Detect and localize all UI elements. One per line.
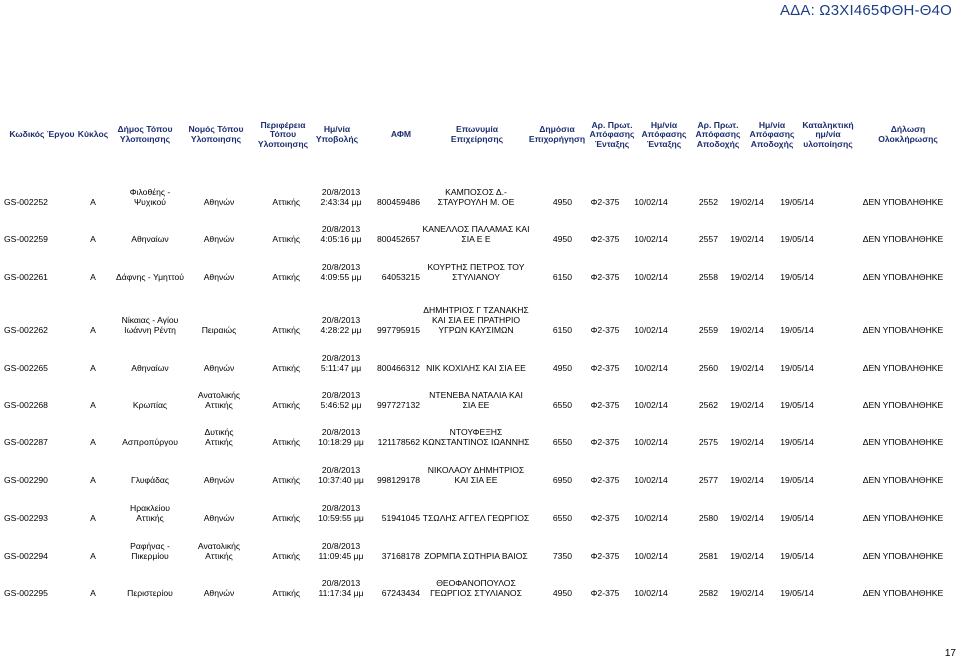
cell-afm: 800459486 xyxy=(376,196,420,207)
cell-afm: 64053215 xyxy=(381,271,420,282)
cell-date: 20/8/2013 5:46:52 μμ xyxy=(320,389,362,410)
cell-deadline: 19/05/14 xyxy=(780,196,814,207)
cell-cycle: Α xyxy=(90,436,96,447)
cell-date: 20/8/2013 10:37:40 μμ xyxy=(318,464,364,485)
cell-grant: 6150 xyxy=(552,271,572,282)
column-header: Κωδικός Έργου xyxy=(9,129,75,140)
cell-name: ΚΑΜΠΟΣΟΣ Δ.- ΣΤΑΥΡΟΥΛΗ Μ. ΟΕ xyxy=(437,186,515,207)
cell-date-ent: 10/02/14 xyxy=(634,512,668,523)
cell-afm: 121178562 xyxy=(377,436,420,447)
cell-afm: 997727132 xyxy=(376,399,420,410)
cell-date-ent: 10/02/14 xyxy=(634,474,668,485)
cell-code: GS-002261 xyxy=(4,271,48,282)
cell-nomos: Αθηνών xyxy=(203,196,235,207)
cell-decl: ΔΕΝ ΥΠΟΒΛΗΘΗΚΕ xyxy=(862,271,944,282)
cell-cycle: Α xyxy=(90,550,96,561)
cell-grant: 4950 xyxy=(552,362,572,373)
cell-nomos: Δυτικής Αττικής xyxy=(204,426,234,447)
cell-date-apod: 19/02/14 xyxy=(730,324,764,335)
cell-dimos: Ασπροπύργου xyxy=(122,436,178,447)
cell-cycle: Α xyxy=(90,271,96,282)
cell-deadline: 19/05/14 xyxy=(780,271,814,282)
cell-prot-ent: Φ2-375 xyxy=(590,271,620,282)
cell-dimos: Περιστερίου xyxy=(127,587,173,598)
column-header: Δήμος Τόπου Υλοποιησης xyxy=(117,124,173,144)
cell-date-apod: 19/02/14 xyxy=(730,271,764,282)
cell-region: Αττικής xyxy=(272,196,300,207)
cell-prot-ent: Φ2-375 xyxy=(590,233,620,244)
cell-decl: ΔΕΝ ΥΠΟΒΛΗΘΗΚΕ xyxy=(862,233,944,244)
cell-nomos: Ανατολικής Αττικής xyxy=(197,540,241,561)
cell-prot-ent: Φ2-375 xyxy=(590,587,620,598)
column-header: Ημ/νία Απόφασης Αποδοχής xyxy=(749,119,795,149)
cell-date-apod: 19/02/14 xyxy=(730,550,764,561)
cell-name: ΤΣΩΛΗΣ ΑΓΓΕΛ ΓΕΩΡΓΙΟΣ xyxy=(422,512,530,523)
cell-prot-apod: 2559 xyxy=(698,324,718,335)
cell-dimos: Ραφήνας - Πικερμίου xyxy=(130,540,170,561)
cell-cycle: Α xyxy=(90,362,96,373)
cell-region: Αττικής xyxy=(272,271,300,282)
cell-deadline: 19/05/14 xyxy=(780,512,814,523)
cell-nomos: Ανατολικής Αττικής xyxy=(197,389,241,410)
cell-nomos: Αθηνών xyxy=(203,474,235,485)
cell-name: ΚΟΥΡΤΗΣ ΠΕΤΡΟΣ ΤΟΥ ΣΤΥΛΙΑΝΟΥ xyxy=(427,261,525,282)
column-header: Δήλωση Ολοκλήρωσης xyxy=(878,124,938,144)
cell-dimos: Δάφνης - Υμηττού xyxy=(116,271,184,282)
cell-code: GS-002290 xyxy=(4,474,48,485)
cell-nomos: Αθηνών xyxy=(203,271,235,282)
cell-nomos: Αθηνών xyxy=(203,233,235,244)
cell-decl: ΔΕΝ ΥΠΟΒΛΗΘΗΚΕ xyxy=(862,474,944,485)
cell-name: ΝΙΚ ΚΟΧΙΛΗΣ ΚΑΙ ΣΙΑ ΕΕ xyxy=(426,362,526,373)
cell-dimos: Γλυφάδας xyxy=(131,474,169,485)
column-header: Αρ. Πρωτ. Απόφασης Αποδοχής xyxy=(695,119,741,149)
page-number: 17 xyxy=(944,648,956,659)
cell-date-apod: 19/02/14 xyxy=(730,196,764,207)
cell-deadline: 19/05/14 xyxy=(780,399,814,410)
cell-prot-ent: Φ2-375 xyxy=(590,362,620,373)
cell-dimos: Κρωπίας xyxy=(132,399,168,410)
cell-deadline: 19/05/14 xyxy=(780,587,814,598)
cell-date-ent: 10/02/14 xyxy=(634,362,668,373)
cell-grant: 4950 xyxy=(552,587,572,598)
cell-nomos: Αθηνών xyxy=(203,512,235,523)
cell-date-apod: 19/02/14 xyxy=(730,362,764,373)
cell-region: Αττικής xyxy=(272,512,300,523)
cell-nomos: Πειραιώς xyxy=(201,324,237,335)
cell-date: 20/8/2013 4:05:16 μμ xyxy=(320,223,362,244)
cell-date-ent: 10/02/14 xyxy=(634,399,668,410)
cell-decl: ΔΕΝ ΥΠΟΒΛΗΘΗΚΕ xyxy=(862,362,944,373)
cell-dimos: Νίκαιας - Αγίου Ιωάννη Ρέντη xyxy=(121,314,179,335)
cell-deadline: 19/05/14 xyxy=(780,324,814,335)
cell-region: Αττικής xyxy=(272,550,300,561)
column-header: ΑΦΜ xyxy=(390,129,412,140)
cell-code: GS-002287 xyxy=(4,436,48,447)
cell-grant: 6550 xyxy=(552,512,572,523)
column-header: Κύκλος xyxy=(77,129,109,140)
column-header: Περιφέρεια Τόπου Υλοποιησης xyxy=(257,119,309,149)
cell-prot-apod: 2560 xyxy=(698,362,718,373)
cell-afm: 997795915 xyxy=(376,324,420,335)
cell-afm: 800452657 xyxy=(376,233,420,244)
cell-prot-apod: 2562 xyxy=(698,399,718,410)
cell-date-ent: 10/02/14 xyxy=(634,324,668,335)
cell-code: GS-002265 xyxy=(4,362,48,373)
cell-code: GS-002293 xyxy=(4,512,48,523)
cell-prot-ent: Φ2-375 xyxy=(590,196,620,207)
cell-afm: 51941045 xyxy=(381,512,420,523)
cell-decl: ΔΕΝ ΥΠΟΒΛΗΘΗΚΕ xyxy=(862,512,944,523)
cell-region: Αττικής xyxy=(272,436,300,447)
cell-afm: 998129178 xyxy=(376,474,420,485)
cell-dimos: Ηρακλείου Αττικής xyxy=(130,502,170,523)
cell-deadline: 19/05/14 xyxy=(780,362,814,373)
cell-date-ent: 10/02/14 xyxy=(634,436,668,447)
cell-cycle: Α xyxy=(90,196,96,207)
cell-name: ΘΕΟΦΑΝΟΠΟΥΛΟΣ ΓΕΩΡΓΙΟΣ ΣΤΥΛΙΑΝΟΣ xyxy=(430,577,522,598)
cell-region: Αττικής xyxy=(272,324,300,335)
cell-code: GS-002295 xyxy=(4,587,48,598)
cell-prot-apod: 2558 xyxy=(698,271,718,282)
cell-region: Αττικής xyxy=(272,233,300,244)
cell-dimos: Αθηναίων xyxy=(131,233,169,244)
cell-date: 20/8/2013 11:17:34 μμ xyxy=(318,577,364,598)
cell-nomos: Αθηνών xyxy=(203,587,235,598)
cell-region: Αττικής xyxy=(272,587,300,598)
cell-date-ent: 10/02/14 xyxy=(634,271,668,282)
cell-prot-apod: 2575 xyxy=(698,436,718,447)
cell-decl: ΔΕΝ ΥΠΟΒΛΗΘΗΚΕ xyxy=(862,587,944,598)
cell-name: ΔΗΜΗΤΡΙΟΣ Γ ΤΖΑΝΑΚΗΣ ΚΑΙ ΣΙΑ ΕΕ ΠΡΑΤΗΡΙΟ ΥΓΡΩΝ ΚΑΥΣΙΜΩΝ xyxy=(423,304,529,335)
cell-decl: ΔΕΝ ΥΠΟΒΛΗΘΗΚΕ xyxy=(862,550,944,561)
cell-date-apod: 19/02/14 xyxy=(730,233,764,244)
cell-date-ent: 10/02/14 xyxy=(634,550,668,561)
column-header: Αρ. Πρωτ. Απόφασης Ένταξης xyxy=(589,119,635,149)
cell-code: GS-002268 xyxy=(4,399,48,410)
cell-deadline: 19/05/14 xyxy=(780,233,814,244)
cell-region: Αττικής xyxy=(272,399,300,410)
cell-nomos: Αθηνών xyxy=(203,362,235,373)
cell-decl: ΔΕΝ ΥΠΟΒΛΗΘΗΚΕ xyxy=(862,196,944,207)
ada-code: ΑΔΑ: Ω3ΧΙ465ΦΘΗ-Θ4Ο xyxy=(779,2,952,19)
cell-date-ent: 10/02/14 xyxy=(634,196,668,207)
column-header: Νομός Τόπου Υλοποιησης xyxy=(188,124,244,144)
cell-grant: 6550 xyxy=(552,436,572,447)
cell-grant: 7350 xyxy=(552,550,572,561)
cell-prot-ent: Φ2-375 xyxy=(590,512,620,523)
cell-prot-apod: 2580 xyxy=(698,512,718,523)
cell-date-apod: 19/02/14 xyxy=(730,436,764,447)
cell-prot-ent: Φ2-375 xyxy=(590,436,620,447)
cell-date: 20/8/2013 4:09:55 μμ xyxy=(320,261,362,282)
cell-prot-apod: 2577 xyxy=(698,474,718,485)
column-header: Επωνυμία Επιχείρησης xyxy=(450,124,504,144)
column-header: Ημ/νία Υποβολής xyxy=(315,124,359,144)
cell-code: GS-002262 xyxy=(4,324,48,335)
cell-name: ΝΤΕΝΕΒΑ ΝΑΤΑΛΙΑ ΚΑΙ ΣΙΑ ΕΕ xyxy=(429,389,523,410)
cell-name: ΚΑΝΕΛΛΟΣ ΠΑΛΑΜΑΣ ΚΑΙ ΣΙΑ Ε Ε xyxy=(422,223,530,244)
cell-region: Αττικής xyxy=(272,474,300,485)
cell-afm: 800466312 xyxy=(376,362,420,373)
cell-date-apod: 19/02/14 xyxy=(730,512,764,523)
cell-afm: 37168178 xyxy=(381,550,420,561)
cell-dimos: Αθηναίων xyxy=(131,362,169,373)
cell-grant: 6550 xyxy=(552,399,572,410)
cell-region: Αττικής xyxy=(272,362,300,373)
cell-code: GS-002294 xyxy=(4,550,48,561)
cell-decl: ΔΕΝ ΥΠΟΒΛΗΘΗΚΕ xyxy=(862,436,944,447)
cell-date: 20/8/2013 4:28:22 μμ xyxy=(320,314,362,335)
cell-dimos: Φιλοθέης - Ψυχικού xyxy=(129,186,171,207)
cell-name: ΝΤΟΥΦΕΞΗΣ ΚΩΝΣΤΑΝΤΙΝΟΣ ΙΩΑΝΝΗΣ xyxy=(422,426,530,447)
cell-cycle: Α xyxy=(90,474,96,485)
cell-cycle: Α xyxy=(90,233,96,244)
cell-cycle: Α xyxy=(90,587,96,598)
cell-date-apod: 19/02/14 xyxy=(730,587,764,598)
column-header: Δημόσια Επιχορήγηση xyxy=(528,124,586,144)
cell-afm: 67243434 xyxy=(381,587,420,598)
cell-prot-ent: Φ2-375 xyxy=(590,324,620,335)
cell-name: ΖΟΡΜΠΑ ΣΩΤΗΡΙΑ ΒΑΙΟΣ xyxy=(424,550,528,561)
cell-decl: ΔΕΝ ΥΠΟΒΛΗΘΗΚΕ xyxy=(862,399,944,410)
cell-date-apod: 19/02/14 xyxy=(730,399,764,410)
cell-cycle: Α xyxy=(90,512,96,523)
cell-code: GS-002252 xyxy=(4,196,48,207)
cell-date: 20/8/2013 11:09:45 μμ xyxy=(318,540,364,561)
cell-prot-ent: Φ2-375 xyxy=(590,474,620,485)
cell-prot-apod: 2552 xyxy=(698,196,718,207)
cell-deadline: 19/05/14 xyxy=(780,474,814,485)
cell-grant: 4950 xyxy=(552,233,572,244)
cell-deadline: 19/05/14 xyxy=(780,436,814,447)
cell-date-ent: 10/02/14 xyxy=(634,587,668,598)
cell-date: 20/8/2013 2:43:34 μμ xyxy=(320,186,362,207)
cell-date: 20/8/2013 10:18:29 μμ xyxy=(318,426,364,447)
cell-prot-apod: 2581 xyxy=(698,550,718,561)
cell-date: 20/8/2013 10:59:55 μμ xyxy=(318,502,364,523)
column-header: Καταληκτική ημ/νία υλοποίησης xyxy=(802,119,854,149)
cell-prot-ent: Φ2-375 xyxy=(590,399,620,410)
cell-date-apod: 19/02/14 xyxy=(730,474,764,485)
cell-prot-apod: 2557 xyxy=(698,233,718,244)
cell-name: ΝΙΚΟΛΑΟΥ ΔΗΜΗΤΡΙΟΣ ΚΑΙ ΣΙΑ ΕΕ xyxy=(427,464,525,485)
cell-prot-apod: 2582 xyxy=(698,587,718,598)
cell-cycle: Α xyxy=(90,324,96,335)
cell-grant: 6150 xyxy=(552,324,572,335)
cell-prot-ent: Φ2-375 xyxy=(590,550,620,561)
cell-decl: ΔΕΝ ΥΠΟΒΛΗΘΗΚΕ xyxy=(862,324,944,335)
cell-deadline: 19/05/14 xyxy=(780,550,814,561)
cell-code: GS-002259 xyxy=(4,233,48,244)
cell-date: 20/8/2013 5:11:47 μμ xyxy=(320,352,362,373)
cell-grant: 6950 xyxy=(552,474,572,485)
cell-cycle: Α xyxy=(90,399,96,410)
cell-grant: 4950 xyxy=(552,196,572,207)
column-header: Ημ/νία Απόφασης Ένταξης xyxy=(641,119,687,149)
cell-date-ent: 10/02/14 xyxy=(634,233,668,244)
